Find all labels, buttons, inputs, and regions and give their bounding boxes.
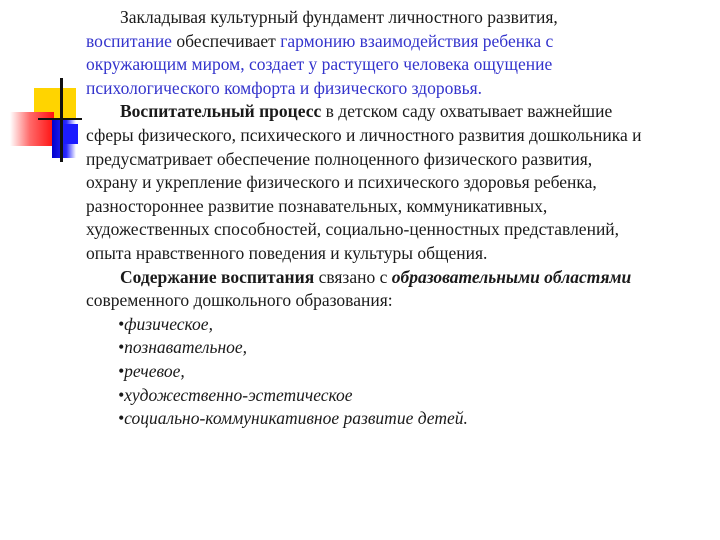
decor-horizontal-line — [38, 118, 82, 120]
list-item: •социально-коммуникативное развитие детей. — [118, 408, 468, 429]
paragraph-intro — [86, 6, 646, 100]
slide-text — [86, 6, 646, 431]
list-item: •художественно-эстетическое — [118, 384, 353, 405]
paragraph-process-text: в детском саду охватывает важнейшие сферы физического, психического и личностного развития дошкольника и предусматривает обеспечение полноценного физического развития, охрану и укрепление физического и психического здоровья ребенка, разностороннее развитие познавательных, коммуникативных, художественных способностей, социально-ценностных представлений, опыта нравственного поведения и культуры общения. — [86, 101, 642, 263]
paragraph-intro-text-2: обеспечивает — [171, 30, 281, 51]
areas-list — [86, 313, 646, 431]
highlight-harmony: гармонию взаимодействия ребенка с окружающим миром, создает у растущего человека ощущение психологического комфорта и физического здоровья. — [86, 30, 554, 98]
paragraph-intro-text: Закладывая культурный фундамент личностного развития, — [120, 7, 558, 27]
paragraph-content — [86, 266, 646, 313]
decor-blue-square-inner — [64, 124, 78, 144]
list-item: •физическое, — [118, 313, 213, 334]
term-educational-areas: образовательными областями — [391, 266, 632, 287]
decor-vertical-line — [60, 78, 63, 162]
term-content-of-upbringing: Содержание воспитания — [120, 266, 315, 287]
paragraph-content-text: связано с — [314, 266, 392, 287]
highlight-upbringing: воспитание — [86, 30, 172, 51]
paragraph-process — [86, 100, 646, 265]
paragraph-content-text-2: современного дошкольного образования: — [86, 290, 393, 311]
list-item: •познавательное, — [118, 337, 248, 358]
term-educational-process: Воспитательный процесс — [120, 101, 322, 122]
list-item: •речевое, — [118, 360, 185, 381]
